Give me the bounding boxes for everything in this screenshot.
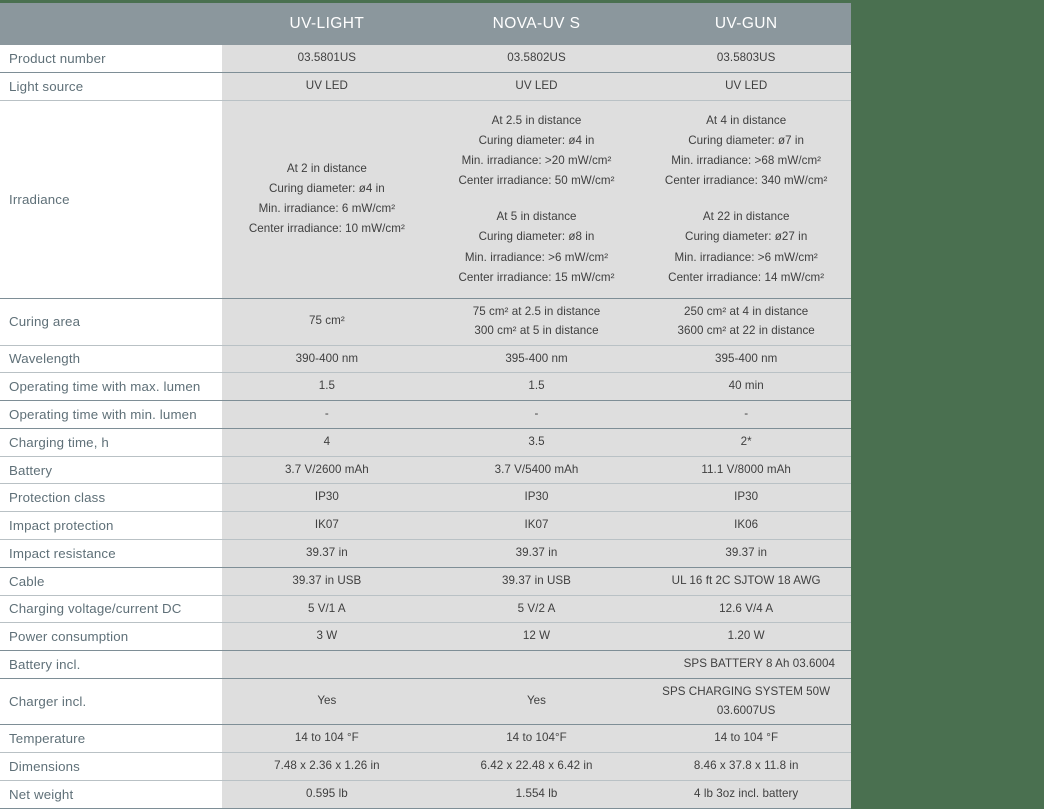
cell-nova-uv-s <box>432 678 642 725</box>
cell-nova-uv-s: 6.42 x 22.48 x 6.42 in <box>432 753 642 781</box>
irradiance-block <box>438 111 636 192</box>
table-row-light-source <box>0 72 851 100</box>
table-row-charging-time <box>0 428 851 456</box>
table-row-net-weight <box>0 781 851 809</box>
cell-uv-gun: 11.1 V/8000 mAh <box>641 456 851 484</box>
row-label: Curing area <box>0 298 222 345</box>
header-spec-column <box>0 3 222 45</box>
cell-nova-uv-s: 3.7 V/5400 mAh <box>432 456 642 484</box>
row-label: Charger incl. <box>0 678 222 725</box>
cell-nova-uv-s: UV LED <box>432 72 642 100</box>
irradiance-distance: At 4 in distance <box>706 113 787 127</box>
cell-uv-gun: 4 lb 3oz incl. battery <box>641 781 851 809</box>
cell-uv-gun: IK06 <box>641 512 851 540</box>
cell-uv-light: 1.5 <box>222 373 432 401</box>
irradiance-block <box>647 111 845 192</box>
cell-nova-uv-s: 14 to 104°F <box>432 725 642 753</box>
table-row-cable <box>0 567 851 595</box>
table-row-protection-class <box>0 484 851 512</box>
cell-nova-uv-s: 1.5 <box>432 373 642 401</box>
irradiance-block <box>438 207 636 288</box>
curing-area-line: 300 cm² at 5 in distance <box>474 323 599 337</box>
row-label: Operating time with min. lumen <box>0 401 222 429</box>
curing-area-line: 75 cm² <box>309 314 345 328</box>
cell-uv-gun: UV LED <box>641 72 851 100</box>
cell-uv-light: UV LED <box>222 72 432 100</box>
row-label: Impact resistance <box>0 539 222 567</box>
irradiance-block <box>647 207 845 288</box>
cell-uv-gun: 03.5803US <box>641 45 851 72</box>
table-row-irradiance <box>0 100 851 298</box>
table-row-impact-protection <box>0 512 851 540</box>
cell-uv-gun <box>641 100 851 298</box>
cell-uv-gun: 39.37 in <box>641 539 851 567</box>
cell-uv-light <box>222 298 432 345</box>
row-label: Cable <box>0 567 222 595</box>
row-label: Light source <box>0 72 222 100</box>
cell-nova-uv-s: 12 W <box>432 623 642 651</box>
cell-uv-light: 0.595 lb <box>222 781 432 809</box>
charger-line: SPS CHARGING SYSTEM 50W <box>662 684 831 698</box>
irradiance-min: Min. irradiance: >20 mW/cm² <box>461 153 612 167</box>
spec-comparison-table <box>0 3 851 809</box>
cell-nova-uv-s: - <box>432 401 642 429</box>
cell-uv-gun <box>641 678 851 725</box>
table-row-battery-included <box>0 651 851 679</box>
table-row-charger-included <box>0 678 851 725</box>
cell-nova-uv-s <box>432 298 642 345</box>
product-comparison-spec-sheet <box>0 3 851 802</box>
cell-uv-light: 4 <box>222 428 432 456</box>
cell-uv-light: 3 W <box>222 623 432 651</box>
irradiance-block <box>228 159 426 240</box>
table-row-temperature <box>0 725 851 753</box>
cell-uv-gun: UL 16 ft 2C SJTOW 18 AWG <box>641 567 851 595</box>
row-label: Impact protection <box>0 512 222 540</box>
irradiance-center: Center irradiance: 340 mW/cm² <box>664 174 828 188</box>
irradiance-distance: At 2.5 in distance <box>491 113 582 127</box>
cell-uv-light: 39.37 in <box>222 539 432 567</box>
cell-uv-light: 7.48 x 2.36 x 1.26 in <box>222 753 432 781</box>
cell-uv-gun: 14 to 104 °F <box>641 725 851 753</box>
table-row-dimensions <box>0 753 851 781</box>
irradiance-curing-diameter: Curing diameter: ø8 in <box>478 230 595 244</box>
cell-uv-gun <box>641 298 851 345</box>
cell-uv-light: 39.37 in USB <box>222 567 432 595</box>
cell-nova-uv-s: 395-400 nm <box>432 345 642 373</box>
row-label: Charging time, h <box>0 428 222 456</box>
cell-nova-uv-s: 03.5802US <box>432 45 642 72</box>
table-row-product-number <box>0 45 851 72</box>
cell-nova-uv-s: IP30 <box>432 484 642 512</box>
cell-uv-gun: 1.20 W <box>641 623 851 651</box>
irradiance-curing-diameter: Curing diameter: ø7 in <box>688 133 805 147</box>
header-row <box>0 3 851 45</box>
cell-uv-gun: - <box>641 401 851 429</box>
charger-line: Yes <box>526 694 547 708</box>
curing-area-line: 3600 cm² at 22 in distance <box>677 323 815 337</box>
cell-uv-light: 14 to 104 °F <box>222 725 432 753</box>
cell-nova-uv-s: 39.37 in <box>432 539 642 567</box>
cell-nova-uv-s: 39.37 in USB <box>432 567 642 595</box>
curing-area-line: 250 cm² at 4 in distance <box>684 304 809 318</box>
row-label: Battery <box>0 456 222 484</box>
irradiance-center: Center irradiance: 15 mW/cm² <box>458 270 615 284</box>
row-label: Net weight <box>0 781 222 809</box>
irradiance-center: Center irradiance: 10 mW/cm² <box>248 222 405 236</box>
column-header-uv-light: UV-LIGHT <box>222 3 432 45</box>
row-label: Operating time with max. lumen <box>0 373 222 401</box>
row-label: Protection class <box>0 484 222 512</box>
table-row-impact-resistance <box>0 539 851 567</box>
table-row-charging-voltage-current-dc <box>0 595 851 623</box>
cell-uv-light: IK07 <box>222 512 432 540</box>
cell-uv-gun: 2* <box>641 428 851 456</box>
table-row-battery <box>0 456 851 484</box>
irradiance-min: Min. irradiance: >6 mW/cm² <box>674 250 818 264</box>
table-header <box>0 3 851 45</box>
column-header-nova-uv-s: NOVA-UV S <box>432 3 642 45</box>
table-row-operating-time-min-lumen <box>0 401 851 429</box>
cell-nova-uv-s: 3.5 <box>432 428 642 456</box>
row-label: Power consumption <box>0 623 222 651</box>
cell-uv-light <box>222 678 432 725</box>
cell-uv-light: 3.7 V/2600 mAh <box>222 456 432 484</box>
charger-line: Yes <box>317 694 337 708</box>
irradiance-curing-diameter: Curing diameter: ø4 in <box>478 133 595 147</box>
irradiance-distance: At 2 in distance <box>286 161 367 175</box>
irradiance-distance: At 22 in distance <box>702 210 790 224</box>
irradiance-curing-diameter: Curing diameter: ø4 in <box>268 182 385 196</box>
cell-uv-gun: 395-400 nm <box>641 345 851 373</box>
cell-uv-gun: 12.6 V/4 A <box>641 595 851 623</box>
cell-uv-light <box>222 100 432 298</box>
cell-uv-gun: 8.46 x 37.8 x 11.8 in <box>641 753 851 781</box>
row-label: Battery incl. <box>0 651 222 679</box>
cell-nova-uv-s: 1.554 lb <box>432 781 642 809</box>
cell-uv-light: IP30 <box>222 484 432 512</box>
cell-uv-light: - <box>222 401 432 429</box>
table-row-operating-time-max-lumen <box>0 373 851 401</box>
charger-line: 03.6007US <box>716 703 776 717</box>
cell-uv-gun: IP30 <box>641 484 851 512</box>
row-label: Product number <box>0 45 222 72</box>
column-header-uv-gun: UV-GUN <box>641 3 851 45</box>
cell-uv-gun: 40 min <box>641 373 851 401</box>
irradiance-min: Min. irradiance: >68 mW/cm² <box>671 153 822 167</box>
cell-nova-uv-s: 5 V/2 A <box>432 595 642 623</box>
irradiance-min: Min. irradiance: 6 mW/cm² <box>258 202 396 216</box>
row-label: Charging voltage/current DC <box>0 595 222 623</box>
row-label: Temperature <box>0 725 222 753</box>
irradiance-min: Min. irradiance: >6 mW/cm² <box>464 250 609 264</box>
row-label: Dimensions <box>0 753 222 781</box>
table-body <box>0 45 851 808</box>
cell-uv-light: 03.5801US <box>222 45 432 72</box>
irradiance-curing-diameter: Curing diameter: ø27 in <box>685 230 808 244</box>
table-row-wavelength <box>0 345 851 373</box>
table-row-power-consumption <box>0 623 851 651</box>
table-row-curing-area <box>0 298 851 345</box>
cell-nova-uv-s: IK07 <box>432 512 642 540</box>
cell-nova-uv-s <box>432 100 642 298</box>
irradiance-center: Center irradiance: 50 mW/cm² <box>458 174 615 188</box>
irradiance-center: Center irradiance: 14 mW/cm² <box>668 270 825 284</box>
cell-battery-included-value: SPS BATTERY 8 Ah 03.6004 <box>222 651 851 679</box>
irradiance-distance: At 5 in distance <box>496 210 577 224</box>
row-label: Wavelength <box>0 345 222 373</box>
row-label: Irradiance <box>0 100 222 298</box>
cell-uv-light: 5 V/1 A <box>222 595 432 623</box>
curing-area-line: 75 cm² at 2.5 in distance <box>472 304 601 318</box>
cell-uv-light: 390-400 nm <box>222 345 432 373</box>
